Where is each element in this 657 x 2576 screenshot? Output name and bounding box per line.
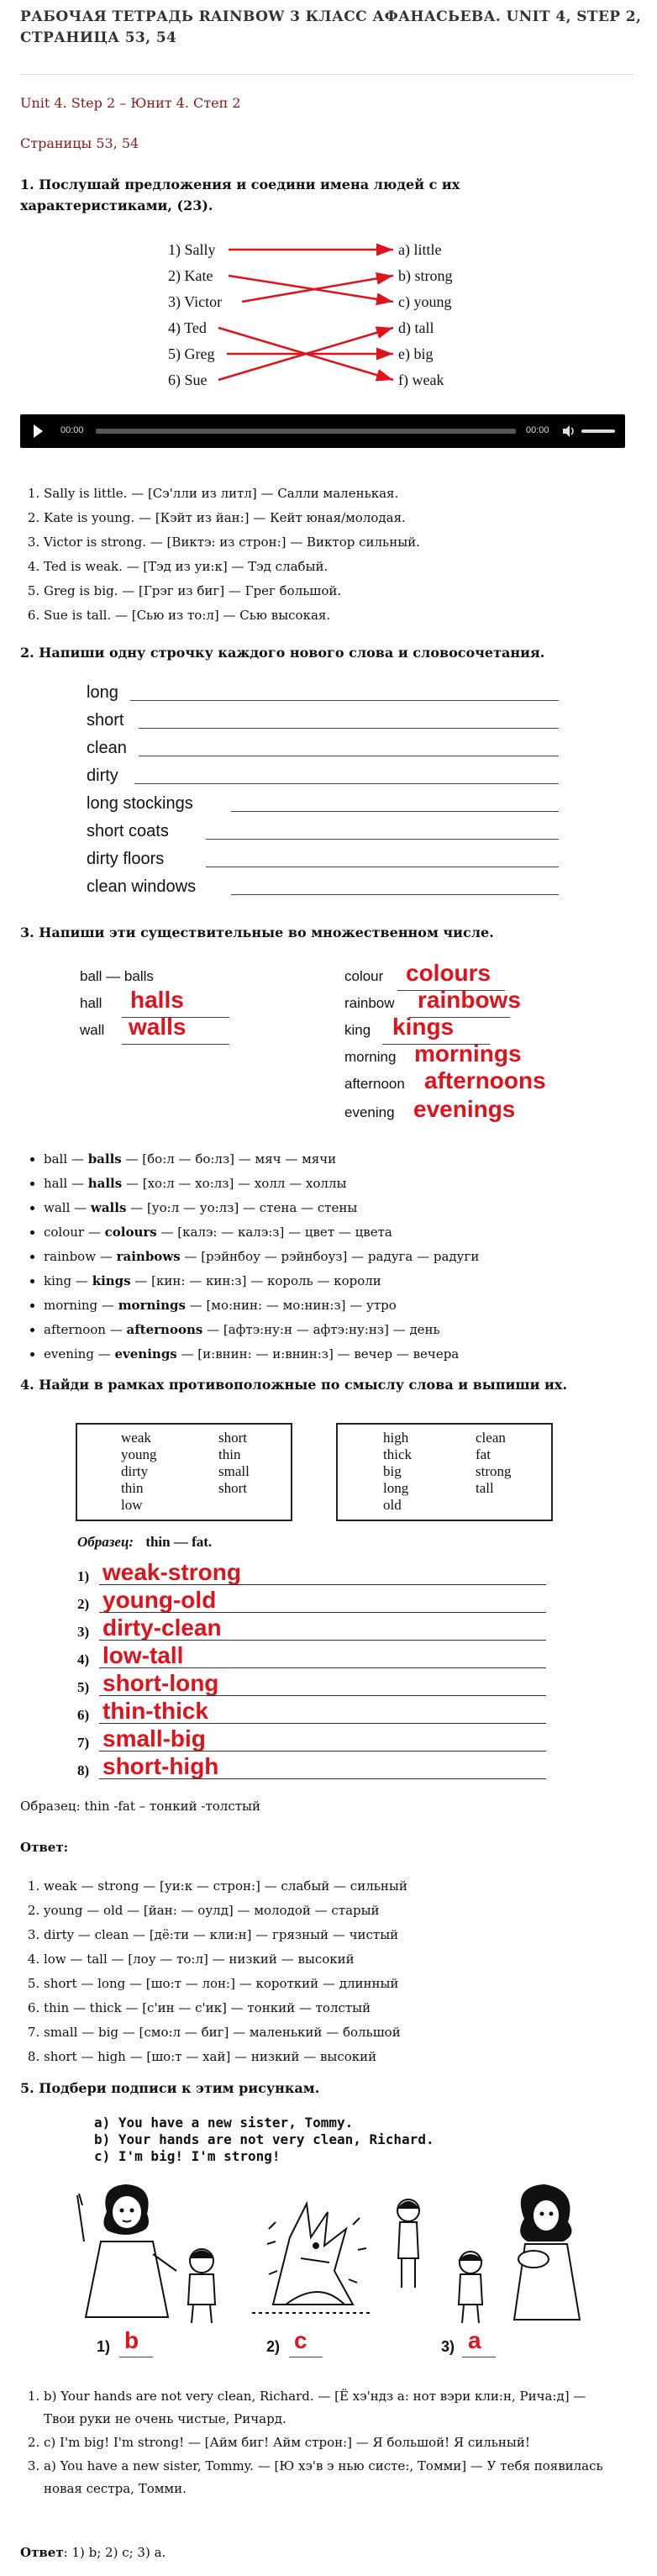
caption: a) You have a new sister, Tommy. (94, 2115, 354, 2131)
line-number: 4) (77, 1651, 90, 1667)
word: evening — (44, 1346, 115, 1362)
word-morning: morning (344, 1049, 397, 1065)
audio-duration: 00:00 (526, 425, 549, 435)
pic-label-2: 2) (266, 2338, 281, 2355)
pic-answer-1: b (124, 2327, 139, 2353)
box-word: dirty (121, 1463, 149, 1479)
box-word: clean (476, 1430, 506, 1446)
list-item (44, 1220, 642, 1245)
caption: b) Your hands are not very clean, Richard. (94, 2131, 434, 2147)
word: king — (44, 1273, 92, 1288)
answer-walls: walls (129, 1014, 187, 1040)
word-box-2 (336, 1423, 553, 1521)
writing-line (99, 1640, 546, 1641)
list-item: 1. b) Your hands are not very clean, Richard. — [Ё хэ'ндз а: нот вэри кли:н, Рича:д] — Твои руки не очень чистые, Ричард. (44, 2385, 615, 2431)
trait-item: f) weak (398, 371, 444, 388)
list-item: 2. young — old — [йан: — оулд] — молодой — старый (44, 1899, 642, 1923)
name-item: 4) Ted (168, 319, 207, 336)
antonym-line (74, 1587, 578, 1615)
writing-line (206, 839, 559, 840)
task1-matching-image (160, 234, 496, 402)
list-item: 1. weak — strong — [уи:к — строн:] — слабый — сильный (44, 1874, 642, 1899)
caption: c) I'm big! I'm strong! (94, 2148, 281, 2164)
list-item: 6. Sue is tall. — [Сью из то:л] — Сью высокая. (44, 603, 642, 628)
plural: evenings (114, 1346, 177, 1362)
task2-word: short coats (87, 822, 169, 840)
writing-line (130, 700, 559, 701)
pages-label: Страницы 53, 54 (20, 135, 139, 151)
picture-1-mother-boy (77, 2185, 215, 2323)
box-word: high (383, 1430, 409, 1446)
task2-heading: 2. Напиши одну строчку каждого нового слова и словосочетания. (20, 645, 545, 661)
writing-line (99, 1723, 546, 1724)
list-item: 2. c) I'm big! I'm strong! — [Айм биг! Айм строн:] — Я большой! Я сильный! (44, 2431, 642, 2455)
box1-col1 (121, 1430, 157, 1514)
word-afternoon: afternoon (344, 1076, 405, 1092)
task5-heading: 5. Подбери подписи к этим рисункам. (20, 2080, 320, 2096)
final-answer-value: : 1) b; 2) c; 3) a. (63, 2545, 166, 2560)
word: ball — (44, 1151, 88, 1167)
line-number: 8) (77, 1762, 90, 1778)
line-number: 5) (77, 1679, 90, 1695)
name-item: 5) Greg (168, 345, 215, 362)
word: morning — (44, 1298, 118, 1313)
matching-arrows (160, 234, 496, 402)
box-word: short (218, 1480, 247, 1496)
trait-item: b) strong (398, 267, 453, 284)
antonym-line (74, 1753, 578, 1781)
sample-label: Образец: (77, 1534, 134, 1550)
sample-value: thin — fat. (145, 1534, 213, 1550)
plural: kings (92, 1273, 131, 1288)
list-item: 5. Greg is big. — [Грэг из биг] — Грег большой. (44, 579, 642, 603)
box2-col1 (383, 1430, 412, 1514)
list-item (44, 1318, 642, 1342)
list-item (44, 1342, 642, 1367)
plural: rainbows (116, 1249, 181, 1264)
antonym-answer: short-high (102, 1753, 219, 1779)
word-rainbow: rainbow (344, 995, 395, 1011)
list-item (44, 1196, 642, 1220)
transcription: — [мо:нин: — мо:нин:з] — утро (185, 1298, 397, 1313)
box2-col2 (476, 1430, 512, 1497)
example-ball: ball — balls (80, 968, 154, 984)
audio-progress-bar[interactable] (96, 429, 516, 434)
antonym-answer: low-tall (102, 1642, 184, 1668)
task2-word: long (87, 683, 118, 702)
final-answer-label: Ответ (20, 2545, 64, 2560)
task4-answer-label: Ответ: (20, 1840, 69, 1855)
writing-line (134, 783, 559, 784)
transcription: — [калэ: — калэ:з] — цвет — цвета (156, 1225, 392, 1240)
task2-copybook-image (80, 679, 567, 906)
pic-label-1: 1) (97, 2338, 111, 2355)
list-item: 2. Kate is young. — [Кэйт из йан:] — Кейт юная/молодая. (44, 506, 642, 530)
antonym-answer: dirty-clean (102, 1615, 222, 1641)
list-item: 7. small — big — [смо:л — биг] — маленький — большой (44, 2020, 642, 2045)
name-item: 3) Victor (168, 293, 223, 310)
box-word: long (383, 1480, 409, 1496)
page-title: РАБОЧАЯ ТЕТРАДЬ RAINBOW 3 КЛАСС АФАНАСЬЕВА. UNIT 4, STEP 2, СТРАНИЦА 53, 54 (20, 8, 642, 46)
task4-heading: 4. Найди в рамках противоположные по смыслу слова и выпиши их. (20, 1377, 568, 1393)
task2-word: short (87, 711, 124, 730)
transcription: — [и:внин: — и:внин:з] — вечер — вечера (176, 1346, 460, 1362)
breadcrumb[interactable]: Unit 4. Step 2 – Юнит 4. Степ 2 (20, 95, 241, 111)
task5-answers (20, 2385, 642, 2500)
picture-3-family (397, 2185, 580, 2323)
answer-halls: halls (130, 987, 184, 1013)
trait-item: d) tall (398, 319, 434, 336)
antonym-answer: small-big (102, 1725, 206, 1752)
list-item (44, 1172, 642, 1196)
list-item (44, 1245, 642, 1269)
list-item: 6. thin — thick — [с'ин — с'ик] — тонкий — толстый (44, 1996, 642, 2020)
name-item: 6) Sue (168, 371, 208, 388)
box-word: thin (121, 1480, 144, 1496)
box-word: old (383, 1497, 402, 1513)
task4-antonyms-image (74, 1416, 578, 1786)
antonym-answer: young-old (102, 1587, 217, 1613)
box-word: thick (383, 1446, 412, 1462)
trait-item: a) little (398, 241, 442, 258)
picture-2-monster (252, 2204, 370, 2313)
name-item: 2) Kate (168, 267, 213, 284)
plural: colours (104, 1225, 157, 1240)
antonym-line (74, 1725, 578, 1753)
answer-afternoons: afternoons (424, 1067, 546, 1093)
name-item: 1) Sally (168, 241, 216, 258)
transcription: — [хо:л — хо:лз] — холл — холлы (122, 1176, 347, 1191)
word-hall: hall (80, 995, 102, 1011)
task1-heading: 1. Послушай предложения и соедини имена людей с их характеристиками, (23). (20, 176, 460, 213)
list-item: 8. short — high — [шо:т — хай] — низкий — высокий (44, 2045, 642, 2069)
word: wall — (44, 1200, 91, 1215)
writing-line (99, 1695, 546, 1696)
antonym-line (74, 1642, 578, 1670)
task4-answers (20, 1874, 642, 2069)
answer-rainbows: rainbows (418, 987, 521, 1013)
word-evening: evening (344, 1104, 395, 1120)
task3-plural-image (80, 958, 567, 1135)
plural: walls (90, 1200, 127, 1215)
antonym-answer: weak-strong (102, 1559, 241, 1585)
task2-word-list (87, 679, 196, 901)
box-word: tall (476, 1480, 494, 1496)
title-divider (20, 74, 633, 75)
plural: mornings (118, 1298, 186, 1313)
trait-item: c) young (398, 293, 452, 310)
captions (94, 2115, 434, 2165)
play-icon[interactable] (34, 424, 43, 438)
list-item (44, 1147, 642, 1172)
box1-col2 (218, 1430, 250, 1497)
word: rainbow — (44, 1249, 117, 1264)
writing-line (122, 1044, 229, 1045)
plural: halls (87, 1176, 123, 1191)
writing-line (99, 1612, 546, 1613)
task2-word: clean (87, 739, 127, 757)
antonym-line (74, 1670, 578, 1698)
box-word: short (218, 1430, 247, 1446)
list-item: 3. Victor is strong. — [Виктэ: из строн:] — Виктор сильный. (44, 530, 642, 555)
volume-slider[interactable] (581, 429, 615, 433)
antonym-answer: short-long (102, 1670, 219, 1696)
list-item: 4. Ted is weak. — [Тэд из уи:к] — Тэд слабый. (44, 555, 642, 579)
word: colour — (44, 1225, 105, 1240)
answer-kings: kings (392, 1014, 455, 1040)
writing-line (231, 811, 559, 812)
sample-line (77, 1534, 212, 1551)
word-king: king (344, 1022, 371, 1038)
task2-word: clean windows (87, 877, 197, 896)
line-number: 7) (77, 1735, 90, 1751)
writing-line (99, 1778, 546, 1779)
task5-final-answer (20, 2545, 166, 2560)
word-wall: wall (80, 1022, 105, 1038)
task3-answers (20, 1147, 642, 1367)
list-item: 4. low — tall — [лоу — то:л] — низкий — высокий (44, 1947, 642, 1972)
transcription: — [бо:л — бо:лз] — мяч — мячи (121, 1151, 337, 1167)
antonym-answer: thin-thick (102, 1698, 208, 1724)
task5-pictures-image (76, 2111, 597, 2380)
task3-heading: 3. Напиши эти существительные во множественном числе. (20, 925, 494, 940)
writing-line (99, 1751, 546, 1752)
trait-item: e) big (398, 345, 434, 362)
antonym-line (74, 1615, 578, 1642)
box-word: small (218, 1463, 250, 1479)
transcription: — [кин: — кин:з] — король — короли (130, 1273, 381, 1288)
line-number: 1) (77, 1568, 90, 1584)
transcription: — [рэйнбоу — рэйнбоуз] — радуга — радуги (180, 1249, 480, 1264)
writing-line (139, 728, 559, 729)
list-item (44, 1293, 642, 1318)
word: hall — (44, 1176, 88, 1191)
writing-line (231, 894, 559, 895)
list-item: 3. a) You have a new sister, Tommy. — [Ю хэ'в э нью систе:, Томми] — У тебя появилась новая сестра, Томми. (44, 2455, 615, 2500)
audio-current-time: 00:00 (60, 425, 84, 435)
pic-answer-2: c (294, 2327, 307, 2353)
task2-word: dirty floors (87, 850, 165, 868)
writing-line (99, 1667, 546, 1668)
list-item: 3. dirty — clean — [дё:ти — кли:н] — грязный — чистый (44, 1923, 642, 1947)
word-colour: colour (344, 968, 384, 984)
line-number: 6) (77, 1707, 90, 1723)
answer-evenings: evenings (413, 1096, 516, 1122)
answer-colours: colours (406, 960, 491, 986)
volume-icon[interactable] (561, 424, 576, 439)
answer-mornings: mornings (414, 1040, 522, 1067)
antonym-line (74, 1559, 578, 1587)
list-item (44, 1269, 642, 1293)
line-number: 2) (77, 1596, 90, 1612)
plural: balls (87, 1151, 122, 1167)
pic-answer-3: a (468, 2327, 481, 2353)
cartoon-pictures (76, 2178, 597, 2326)
transcription: — [уо:л — уо:лз] — стена — стены (126, 1200, 358, 1215)
box-word: low (121, 1497, 143, 1513)
line-number: 3) (77, 1624, 90, 1640)
word-box-1 (76, 1423, 292, 1521)
list-item: 5. short — long — [шо:т — лон:] — короткий — длинный (44, 1972, 642, 1996)
audio-player (20, 414, 625, 448)
writing-line (99, 1584, 546, 1585)
task4-sample-text: Образец: thin -fat – тонкий -толстый (20, 1799, 260, 1814)
box-word: big (383, 1463, 402, 1479)
pic-label-3: 3) (441, 2338, 455, 2355)
box-word: weak (121, 1430, 151, 1446)
transcription: — [афтэ:ну:н — афтэ:ну:нз] — день (202, 1322, 440, 1337)
box-word: young (121, 1446, 157, 1462)
plural: afternoons (126, 1322, 203, 1337)
list-item: 1. Sally is little. — [Сэ'лли из литл] — Салли маленькая. (44, 482, 642, 506)
task1-answers (20, 482, 642, 628)
task2-word: long stockings (87, 794, 193, 813)
word: afternoon — (44, 1322, 127, 1337)
task2-word: dirty (87, 766, 118, 785)
antonym-line (74, 1698, 578, 1725)
box-word: thin (218, 1446, 241, 1462)
box-word: fat (476, 1446, 491, 1462)
box-word: strong (476, 1463, 512, 1479)
